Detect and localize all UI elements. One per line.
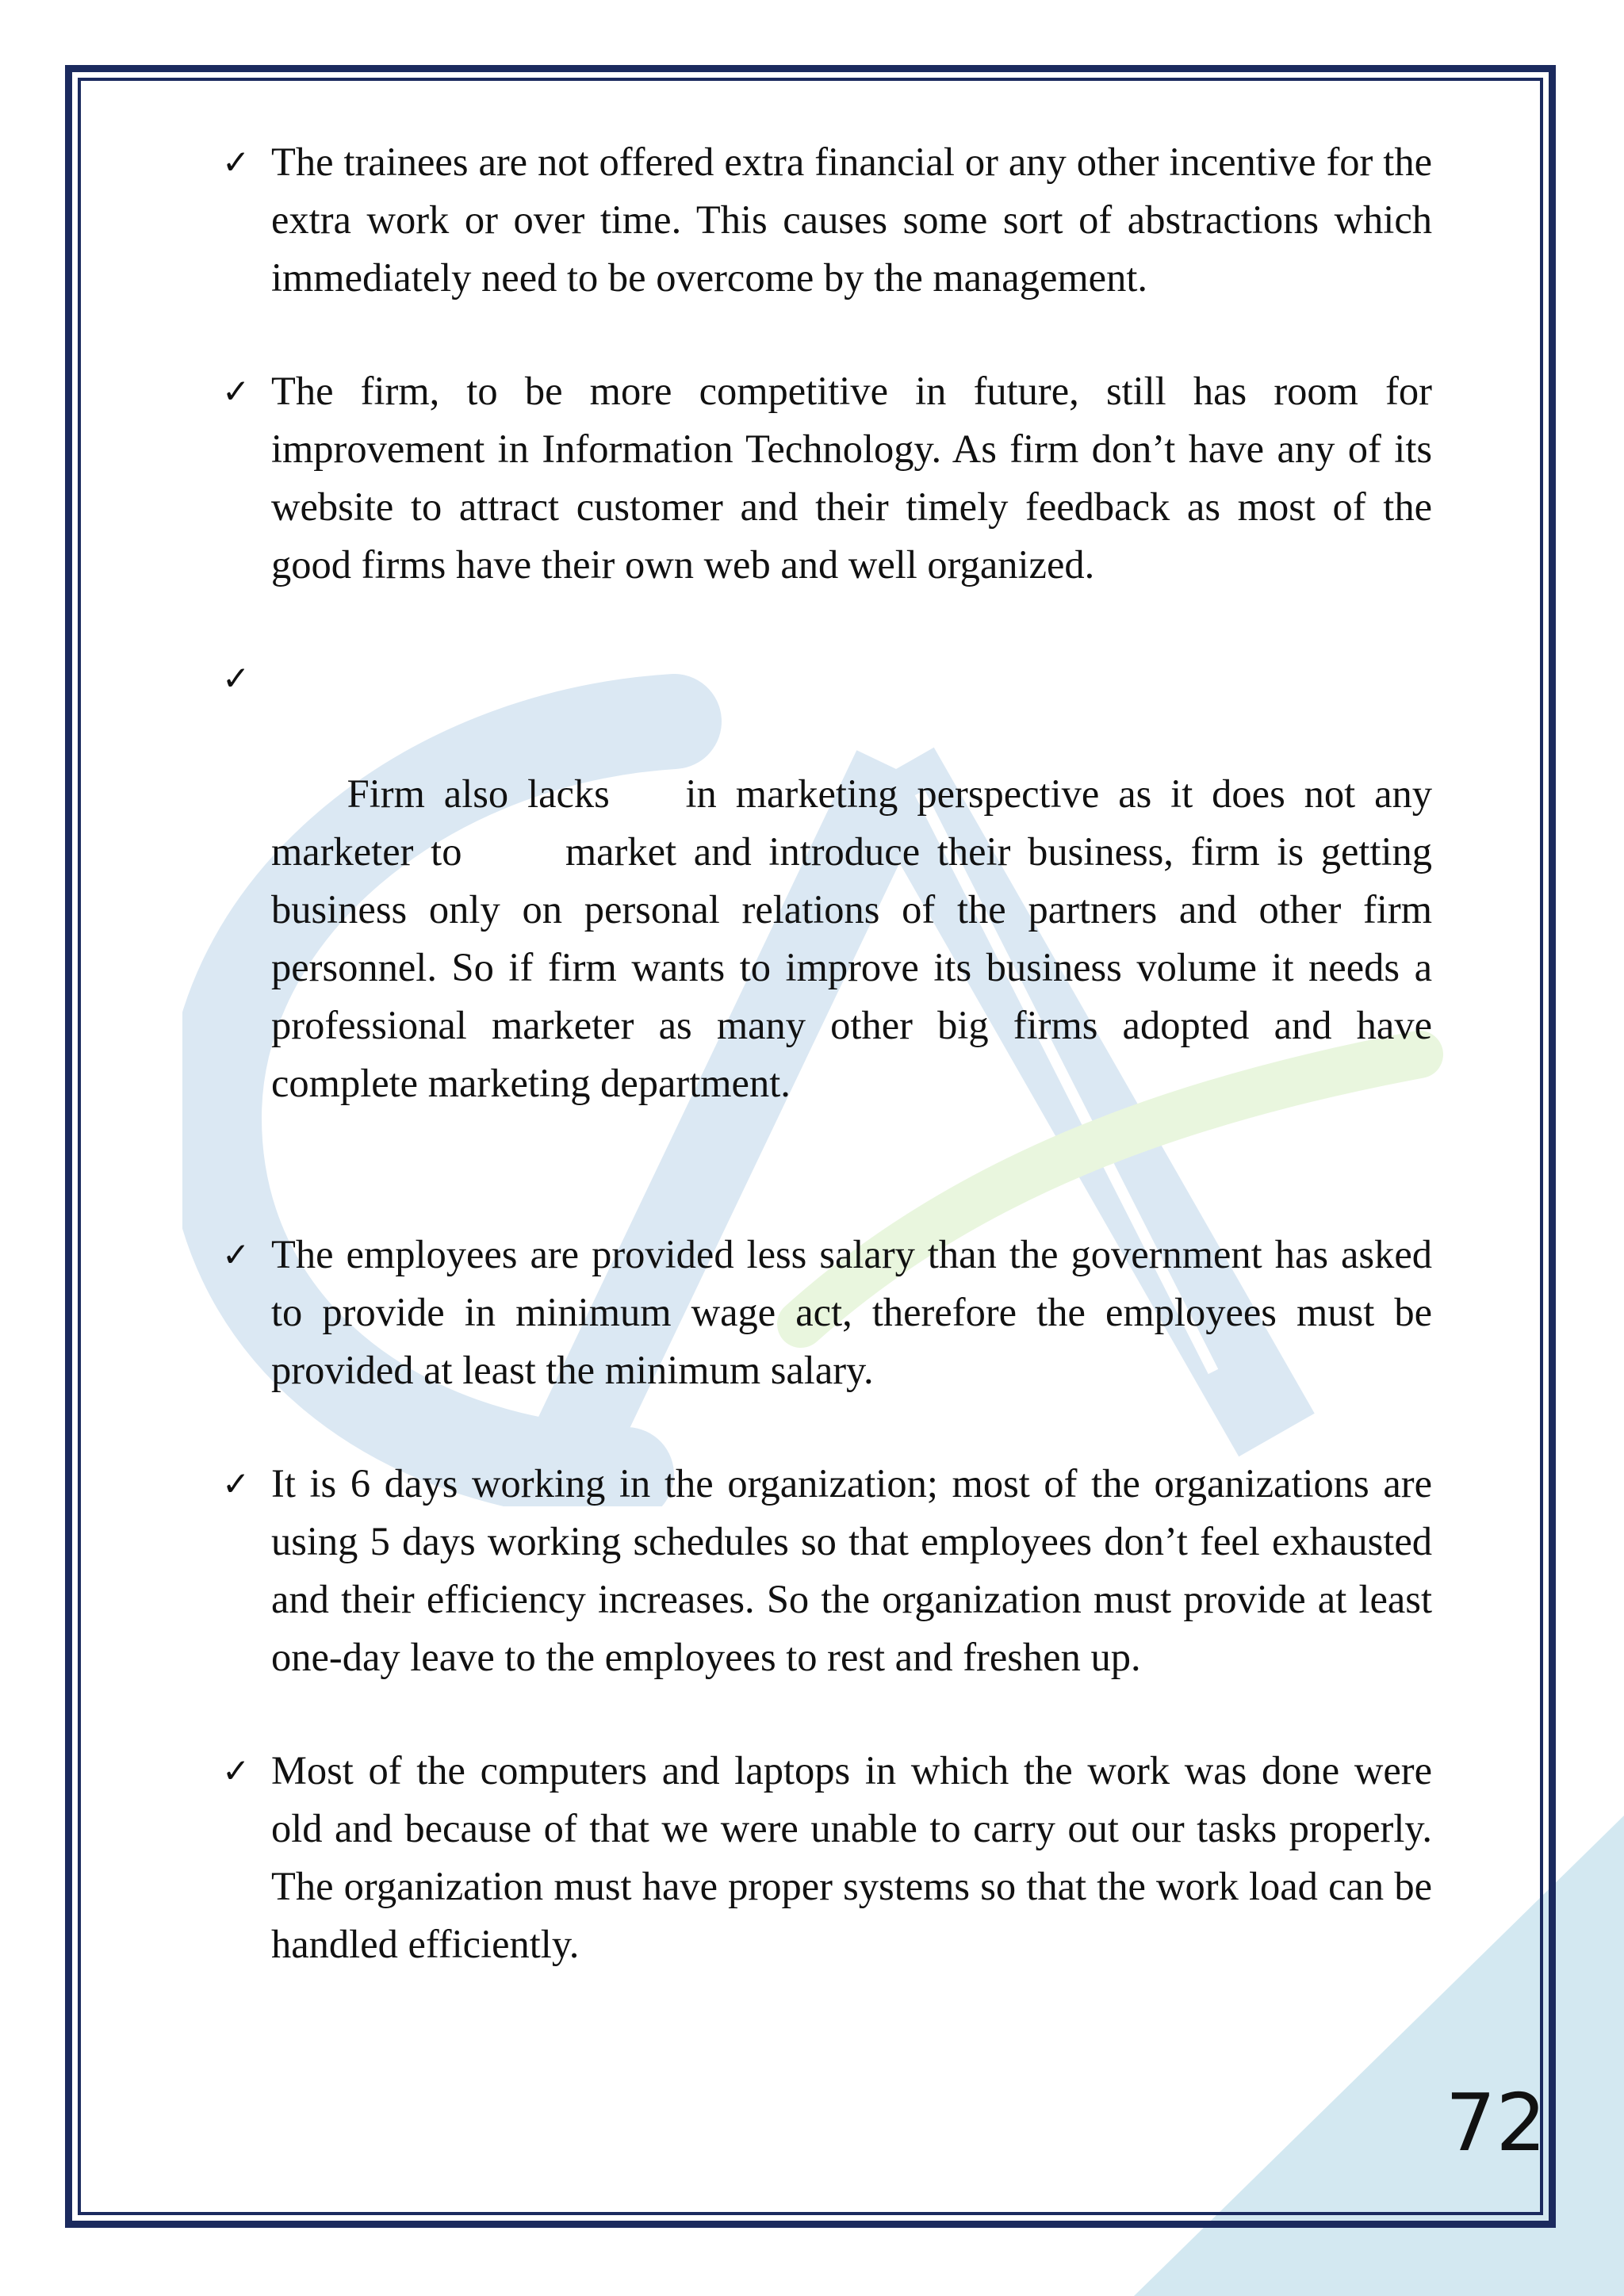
bullet-text: The trainees are not offered extra financial or any other incentive for the extra work or over time. This causes some sort of abstractions which immediately need to be overcome by the management. — [271, 140, 1432, 300]
checkmark-icon: ✓ — [222, 659, 251, 698]
checkmark-icon: ✓ — [222, 1751, 251, 1790]
bullet-item — [222, 649, 1442, 1170]
bullet-text: Firm also lacks in marketing perspective as it does not any marketer to market and introduce their business, firm is getting business only on personal relations of the partners and other firm personnel. So if firm wants to improve its business volume it needs a professional marketer as many other big firms adopted and have complete marketing department. — [271, 771, 1442, 1105]
page-number: 72 — [1445, 2076, 1546, 2169]
bullet-item — [222, 362, 1432, 594]
bullet-item — [222, 133, 1432, 307]
checkmark-icon: ✓ — [222, 1464, 251, 1503]
bullet-text: Most of the computers and laptops in which the work was done were old and because of that we were unable to carry out our tasks properly. The organization must have proper systems so that the work load can be handled efficiently. — [271, 1748, 1432, 1966]
bullet-item — [222, 1226, 1432, 1399]
checkmark-icon: ✓ — [222, 372, 251, 411]
checkmark-icon: ✓ — [222, 1235, 251, 1274]
checkmark-icon: ✓ — [222, 143, 251, 182]
bullet-item — [222, 1455, 1432, 1686]
bullet-list — [222, 133, 1442, 2029]
bullet-item — [222, 1742, 1432, 1973]
bullet-text: It is 6 days working in the organization; most of the organizations are using 5 days working schedules so that employees don’t feel exhausted and their efficiency increases. So the organization must provide at least one-day leave to the employees to rest and freshen up. — [271, 1461, 1432, 1679]
bullet-text: The employees are provided less salary than the government has asked to provide in minimum wage act, therefore the employees must be provided at least the minimum salary. — [271, 1232, 1432, 1392]
bullet-text: The firm, to be more competitive in future, still has room for improvement in Information Technology. As firm don’t have any of its website to attract customer and their timely feedback as most of the good firms have their own web and well organized. — [271, 369, 1432, 587]
